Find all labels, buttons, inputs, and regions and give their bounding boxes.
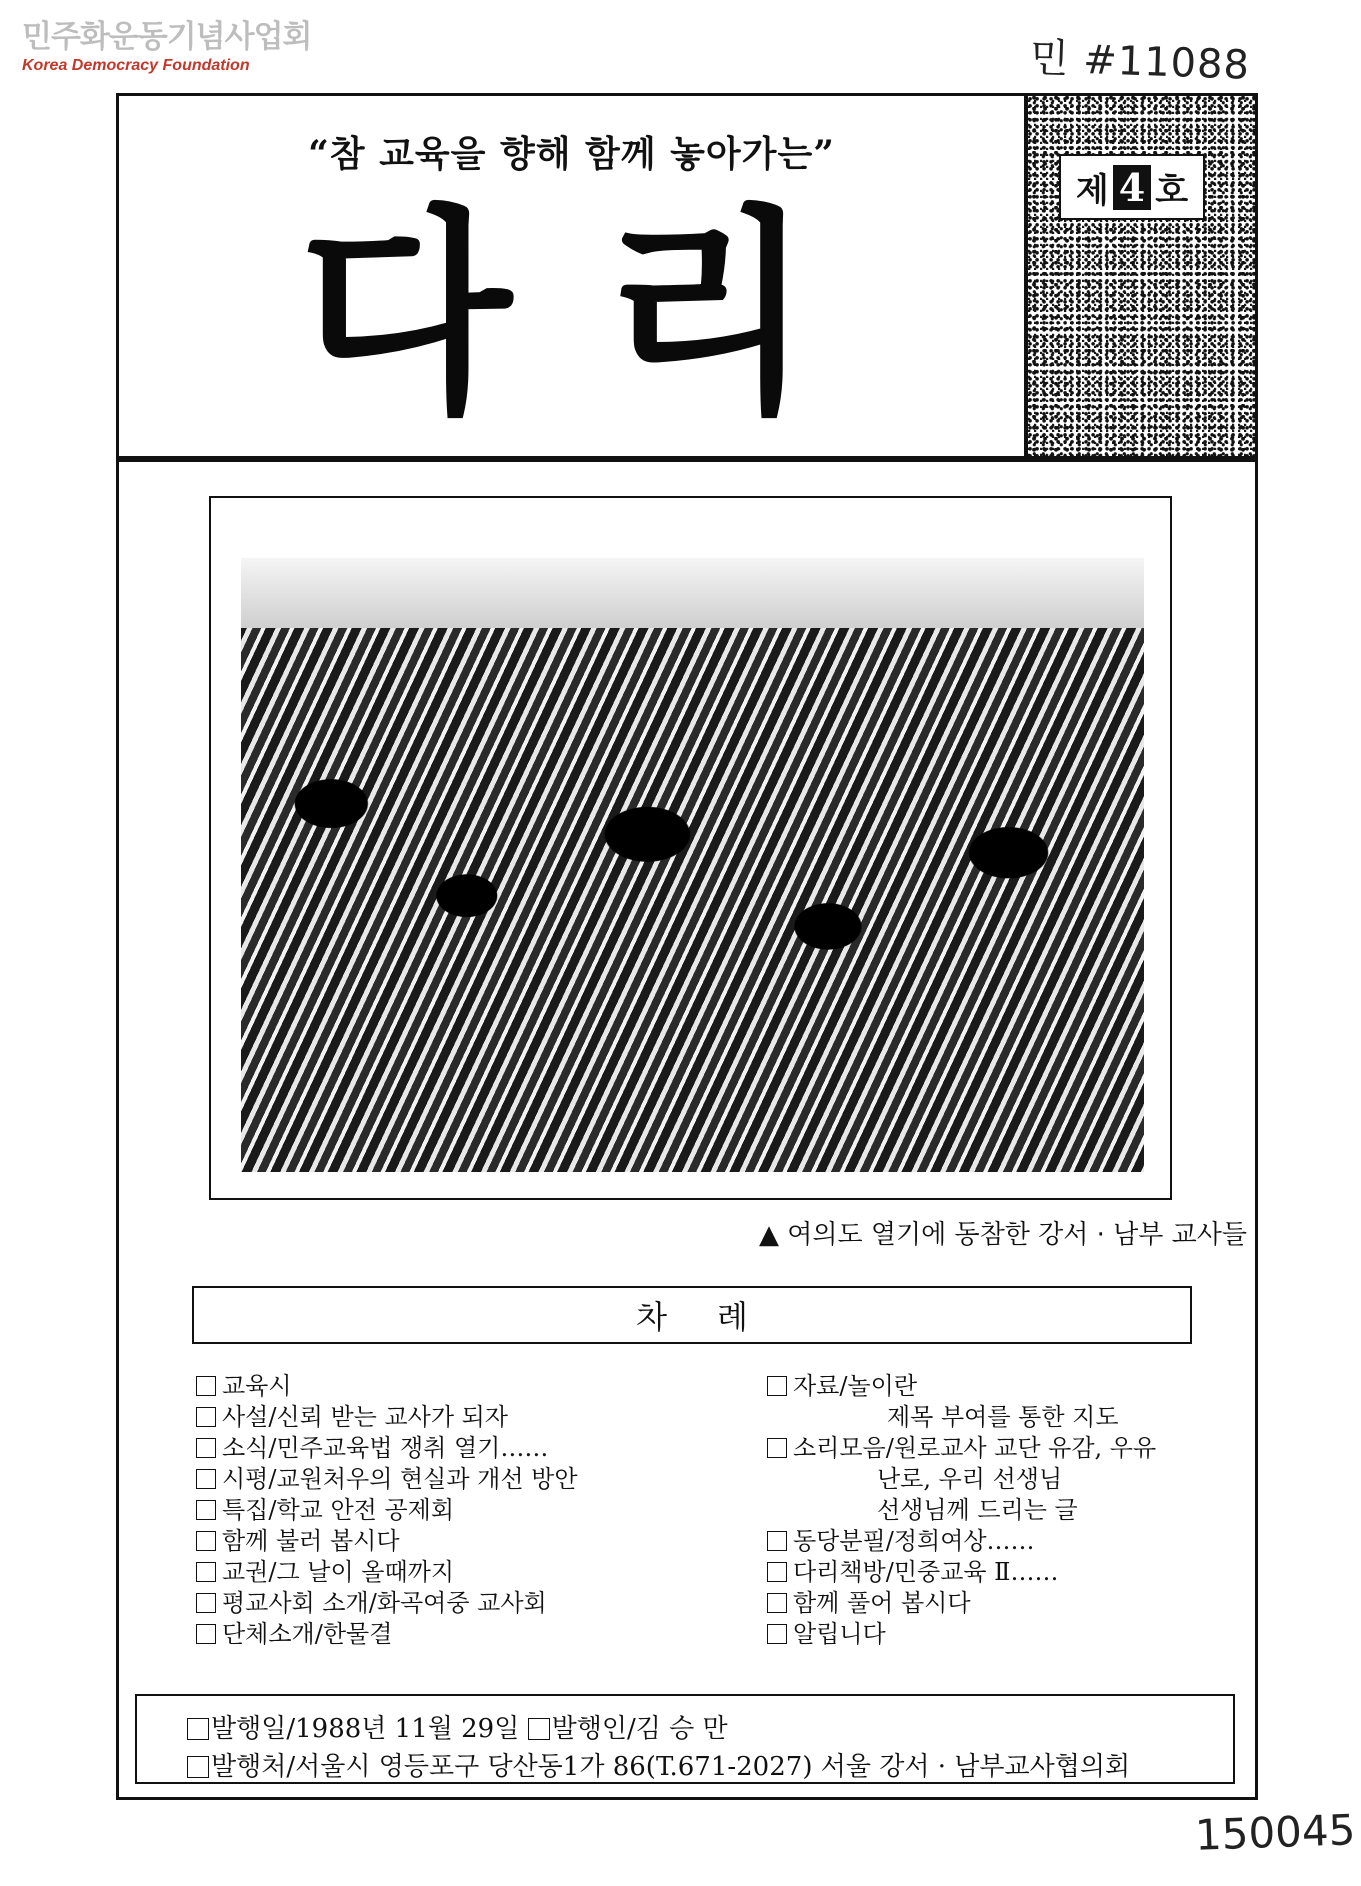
toc-item-label: 소식/민주교육법 쟁취 열기……: [222, 1434, 549, 1462]
archive-number-bottom: 150045: [1194, 1805, 1357, 1860]
office-address: 서울시 영등포구 당산동1가 86(T.671-2027) 서울 강서 · 남부교사협의회: [295, 1752, 1131, 1782]
document-frame: [116, 93, 1258, 1800]
toc-item: [196, 1464, 578, 1495]
watermark-korean: 민주화운동기념사업회: [22, 19, 312, 55]
toc-item-label: 교권/그 날이 올때까지: [222, 1558, 454, 1586]
archive-number-top: 민 #11088: [1029, 35, 1251, 89]
photo-caption: ▲ 여의도 열기에 동참한 강서 · 남부 교사들: [759, 1220, 1247, 1250]
checkbox-icon: [187, 1718, 209, 1740]
toc-item-label: 소리모음/원로교사 교단 유감, 우유: [793, 1434, 1157, 1462]
toc-item: [767, 1619, 1156, 1650]
checkbox-icon: [196, 1376, 216, 1396]
toc-item: [196, 1557, 578, 1588]
checkbox-icon: [196, 1531, 216, 1551]
publication-line-1: [187, 1708, 728, 1745]
toc-item: [196, 1526, 578, 1557]
checkbox-icon: [196, 1593, 216, 1613]
toc-item-label: 함께 풀어 봅시다: [793, 1589, 971, 1617]
masthead: [119, 96, 1255, 462]
checkbox-icon: [196, 1562, 216, 1582]
toc-right-column: [767, 1371, 1156, 1650]
toc-item: [196, 1588, 578, 1619]
leopard-pattern-panel: [1028, 96, 1255, 456]
toc-item-label: 평교사회 소개/화곡여중 교사회: [222, 1589, 547, 1617]
photo-sky: [241, 558, 1144, 628]
toc-item: [767, 1371, 1156, 1402]
toc-item: [767, 1588, 1156, 1619]
masthead-slogan: “참 교육을 향해 함께 놓아가는”: [308, 133, 835, 175]
toc-item: [196, 1402, 578, 1433]
crowd-photo: [241, 558, 1144, 1172]
toc-item-label: 단체소개/한물결: [222, 1620, 393, 1648]
newsletter-title: 다리: [298, 184, 905, 443]
checkbox-icon: [196, 1500, 216, 1520]
checkbox-icon: [196, 1469, 216, 1489]
masthead-title-area: [119, 96, 1028, 456]
issue-number: 4: [1113, 165, 1151, 210]
toc-item: [767, 1433, 1156, 1464]
toc-item-label: 특집/학교 안전 공제회: [222, 1496, 454, 1524]
toc-item-label: 다리책방/민중교육 Ⅱ……: [793, 1558, 1059, 1586]
checkbox-icon: [767, 1531, 787, 1551]
checkbox-icon: [767, 1438, 787, 1458]
toc-left-column: [196, 1371, 578, 1650]
watermark-logo: [22, 18, 311, 76]
publication-line-2: [187, 1746, 1130, 1783]
checkbox-icon: [767, 1562, 787, 1582]
office-label: 발행처/: [211, 1752, 296, 1782]
toc-item: [196, 1619, 578, 1650]
checkbox-icon: [767, 1624, 787, 1644]
issue-prefix: 제: [1075, 170, 1109, 211]
toc-item-continuation: 제목 부여를 통한 지도: [887, 1403, 1119, 1431]
publisher-label: 발행인/: [551, 1714, 636, 1744]
toc-item: [196, 1495, 578, 1526]
toc-item-label: 시평/교원처우의 현실과 개선 방안: [222, 1465, 578, 1493]
issue-badge: [1059, 154, 1205, 220]
toc-item-label: 함께 불러 봅시다: [222, 1527, 400, 1555]
publication-date: 1988년 11월 29일: [295, 1714, 520, 1744]
toc-header: [192, 1286, 1192, 1344]
toc-item: [767, 1526, 1156, 1557]
checkbox-icon: [528, 1718, 550, 1740]
issue-suffix: 호: [1155, 170, 1189, 211]
toc-item-continuation: 난로, 우리 선생님: [877, 1465, 1063, 1493]
checkbox-icon: [196, 1407, 216, 1427]
toc-item-continuation: 선생님께 드리는 글: [877, 1496, 1078, 1524]
toc-item-label: 자료/놀이란: [793, 1372, 918, 1400]
checkbox-icon: [767, 1376, 787, 1396]
watermark-english: Korea Democracy Foundation: [22, 57, 250, 74]
date-label: 발행일/: [211, 1714, 296, 1744]
toc-item: [767, 1557, 1156, 1588]
toc-title: 차례: [636, 1298, 798, 1336]
toc-item-label: 사설/신뢰 받는 교사가 되자: [222, 1403, 508, 1431]
toc-item: [196, 1433, 578, 1464]
publisher-name: 김 승 만: [635, 1714, 728, 1744]
publication-info: [135, 1694, 1235, 1784]
checkbox-icon: [196, 1624, 216, 1644]
toc-item-label: 알립니다: [793, 1620, 886, 1648]
cover-photo-frame: [209, 496, 1172, 1200]
toc-item-label: 동당분필/정희여상……: [793, 1527, 1035, 1555]
toc-item: [196, 1371, 578, 1402]
toc-item-label: 교육시: [222, 1372, 292, 1400]
checkbox-icon: [187, 1756, 209, 1778]
checkbox-icon: [196, 1438, 216, 1458]
checkbox-icon: [767, 1593, 787, 1613]
